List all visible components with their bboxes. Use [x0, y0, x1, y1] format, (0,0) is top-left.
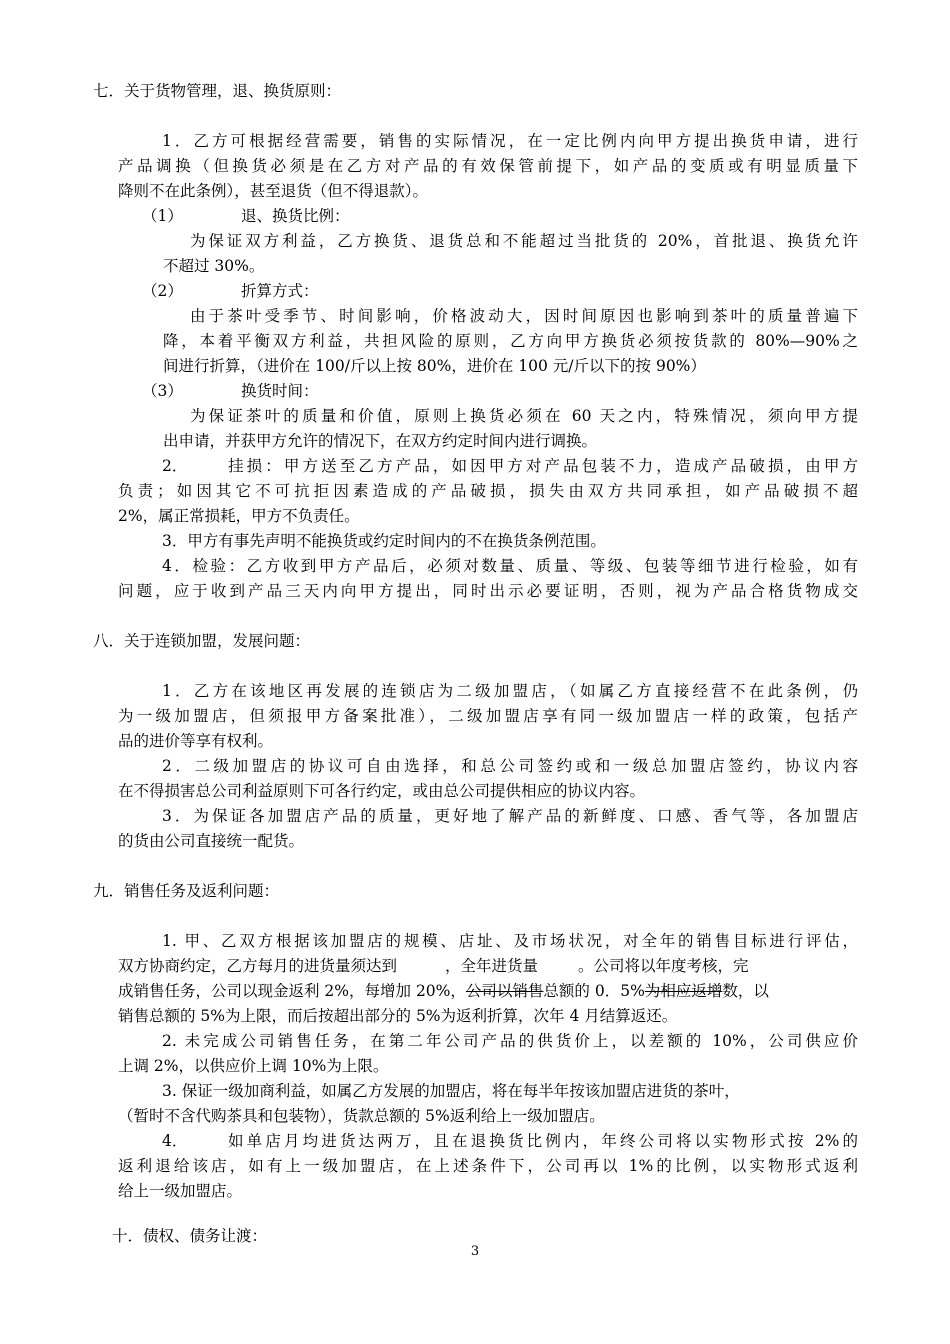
- section-10-heading: 十．债权、债务让渡：: [112, 1227, 268, 1245]
- s7-p1-line1: 1．乙方可根据经营需要，销售的实际情况，在一定比例内向甲方提出换货申请，进行: [162, 132, 858, 150]
- s8-p2-line1: 2．二级加盟店的协议可自由选择，和总公司签约或和一级总加盟店签约，协议内容: [162, 757, 858, 775]
- s7-item3-body-line2: 出申请，并获甲方允许的情况下，在双方约定时间内进行调换。: [163, 432, 598, 450]
- s9-p4-line2: 返利退给该店，如有上一级加盟店，在上述条件下，公司再以 1%的比例，以实物形式返利: [118, 1157, 858, 1175]
- s9-p1-line1: 1. 甲、乙双方根据该加盟店的规模、店址、及市场状况，对全年的销售目标进行评估，: [162, 932, 858, 950]
- section-9-heading: 九．销售任务及返利问题：: [93, 882, 280, 900]
- s7-item3-number: （3）: [142, 382, 183, 400]
- s7-item1-title: 退、换货比例：: [241, 207, 350, 225]
- s7-item3-title: 换货时间：: [241, 382, 319, 400]
- s9-p1-line2-part3: 。公司将以年度考核，完: [578, 957, 749, 975]
- s9-p1-line3-part1: 成销售任务，公司以现金返利 2%，每增加 20%，: [118, 982, 466, 1000]
- s7-item2-body-line3: 间进行折算，（进价在 100/斤以上按 80%，进价在 100 元/斤以下的按 90%）: [163, 357, 706, 375]
- s8-p3-line2: 的货由公司直接统一配货。: [118, 832, 305, 850]
- s9-p4-line3: 给上一级加盟店。: [118, 1182, 243, 1200]
- s7-p2-line3: 2%，属正常损耗，甲方不负责任。: [118, 507, 360, 525]
- s8-p2-line2: 在不得损害总公司利益原则下可各行约定，或由总公司提供相应的协议内容。: [118, 782, 646, 800]
- s9-p1-line3-part2: 总额的 0．5%: [543, 982, 645, 1000]
- s9-p1-line2: [118, 954, 858, 978]
- s7-item3-body-line1: 为保证茶叶的质量和价值，原则上换货必须在 60 天之内，特殊情况，须向甲方提: [190, 407, 858, 425]
- s7-p1-line2: 产品调换（但换货必须是在乙方对产品的有效保管前提下，如产品的变质或有明显质量下: [118, 157, 858, 175]
- s7-p4-line2: 问题，应于收到产品三天内向甲方提出，同时出示必要证明，否则，视为产品合格货物成交: [118, 582, 858, 600]
- section-8-heading: 八．关于连锁加盟，发展问题：: [93, 632, 311, 650]
- s9-p1-line2-part1: 双方协商约定，乙方每月的进货量须达到: [118, 957, 398, 975]
- s7-p4-line1: 4．检验：乙方收到甲方产品后，必须对数量、质量、等级、包装等细节进行检验，如有: [162, 557, 858, 575]
- s9-p1-line4: 销售总额的 5%为上限，而后按超出部分的 5%为返利折算，次年 4 月结算返还。: [118, 1007, 678, 1025]
- section-7-heading: 七．关于货物管理，退、换货原则：: [93, 82, 342, 100]
- s8-p3-line1: 3．为保证各加盟店产品的质量，更好地了解产品的新鲜度、口感、香气等，各加盟店: [162, 807, 858, 825]
- page-number: 3: [470, 1244, 480, 1259]
- s7-p2-line1: 挂损：甲方送至乙方产品，如因甲方对产品包装不力，造成产品破损，由甲方: [228, 457, 858, 475]
- s9-p4-number: 4．: [162, 1132, 188, 1150]
- s7-item2-body-line1: 由于茶叶受季节、时间影响，价格波动大，因时间原因也影响到茶叶的质量普遍下: [190, 307, 858, 325]
- s7-item2-number: （2）: [142, 282, 183, 300]
- s9-p1-line3: [118, 979, 769, 1003]
- s9-p3-line2: （暂时不含代购茶具和包装物），货款总额的 5%返利给上一级加盟店。: [118, 1107, 605, 1125]
- s7-p2-line2: 负责；如因其它不可抗拒因素造成的产品破损，损失由双方共同承担，如产品破损不超: [118, 482, 858, 500]
- s8-p1-line2: 为一级加盟店，但须报甲方备案批准），二级加盟店享有同一级加盟店一样的政策，包括产: [118, 707, 858, 725]
- s9-p2-line1: 2. 未完成公司销售任务，在第二年公司产品的供货价上，以差额的 10%，公司供应价: [162, 1032, 858, 1050]
- s7-p1-line3: 降则不在此条例），甚至退货（但不得退款）。: [118, 182, 429, 200]
- s9-p3-line1: 3. 保证一级加商利益，如属乙方发展的加盟店，将在每半年按该加盟店进货的茶叶，: [162, 1082, 740, 1100]
- s7-item1-body-line2: 不超过 30%。: [163, 257, 265, 275]
- s8-p1-line3: 品的进价等享有权利。: [118, 732, 274, 750]
- s9-p4-line1: 如单店月均进货达两万，且在退换货比例内，年终公司将以实物形式按 2%的: [228, 1132, 858, 1150]
- s9-p1-line3-struck2: 为相应返增: [644, 982, 723, 1000]
- s9-p1-line3-part3: 数，以: [722, 982, 769, 1000]
- s7-p2-number: 2．: [162, 457, 188, 475]
- s7-item2-body-line2: 降，本着平衡双方利益，共担风险的原则，乙方向甲方换货必须按货款的 80%—90%之: [163, 332, 858, 350]
- s7-item2-title: 折算方式：: [241, 282, 319, 300]
- s9-p1-line3-struck1: 公司以销售: [465, 982, 544, 1000]
- s7-item1-body-line1: 为保证双方利益，乙方换货、退货总和不能超过当批货的 20%，首批退、换货允许: [190, 232, 858, 250]
- s8-p1-line1: 1．乙方在该地区再发展的连锁店为二级加盟店，（如属乙方直接经营不在此条例，仍: [162, 682, 858, 700]
- s9-p1-line2-part2: ，全年进货量: [445, 957, 539, 975]
- s9-p2-line2: 上调 2%，以供应价上调 10%为上限。: [118, 1057, 389, 1075]
- s7-p3: 3．甲方有事先声明不能换货或约定时间内的不在换货条例范围。: [162, 532, 606, 550]
- s7-item1-number: （1）: [142, 207, 183, 225]
